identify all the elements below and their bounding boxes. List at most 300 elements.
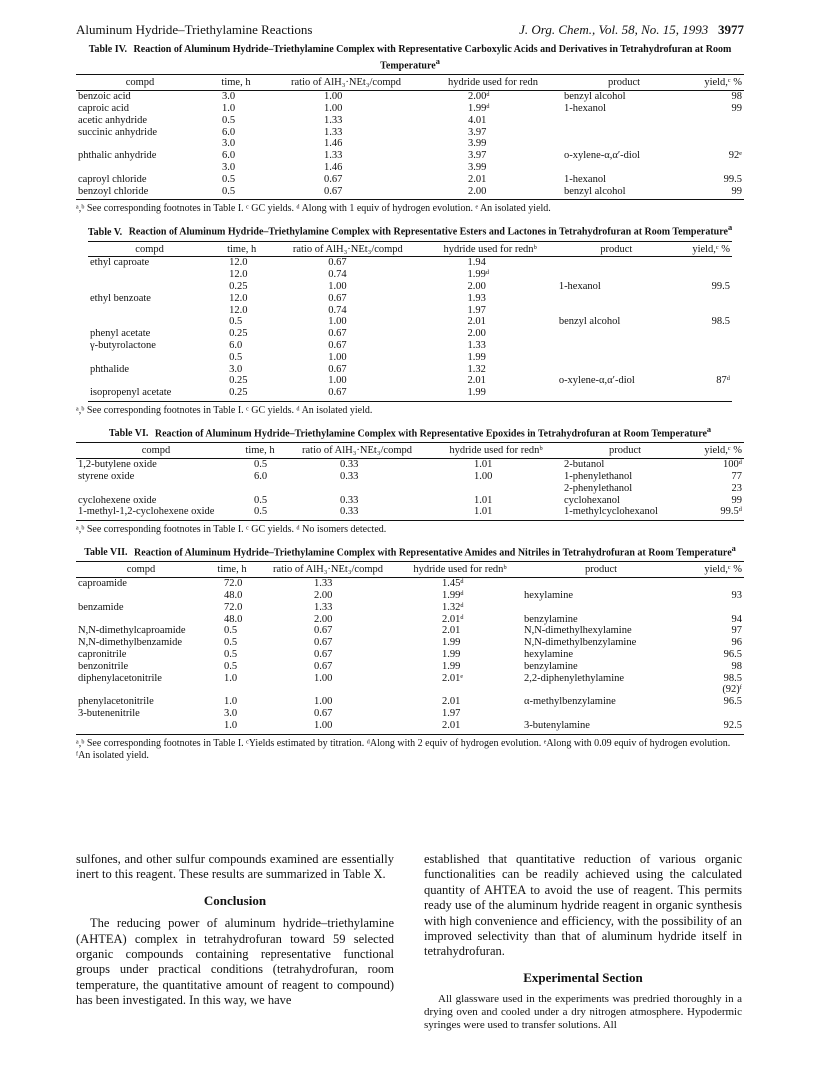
table-cell — [430, 483, 562, 495]
table-cell — [686, 138, 744, 150]
section-heading-experimental: Experimental Section — [523, 969, 643, 985]
table-cell: 12.0 — [229, 257, 248, 269]
table-cell: 1.0 — [206, 720, 258, 734]
table-cell: 96 — [731, 637, 742, 649]
table-cell: 0.67 — [314, 637, 333, 649]
table-cell: 1-phenylethanol — [564, 470, 633, 482]
table-cell — [686, 115, 744, 127]
table-cell: 1.45ᵈ — [442, 578, 464, 590]
table-cell: 0.33 — [340, 494, 359, 506]
table-row — [76, 115, 744, 127]
table6-footnote: ᵃ,ᵇ See corresponding footnotes in Table I. ᶜ GC yields. ᵈ No isomers detected. — [76, 524, 387, 536]
table-cell: 1.46 — [324, 161, 343, 173]
table-cell — [76, 590, 206, 602]
table-row — [76, 506, 744, 520]
table-row — [76, 720, 744, 734]
table-cell: 2-phenylethanol — [564, 482, 633, 494]
table-row — [76, 91, 744, 103]
table-row — [88, 328, 732, 340]
table5 — [88, 241, 732, 402]
table-row — [76, 162, 744, 174]
table-cell: 0.33 — [284, 506, 430, 520]
column-header: yield,ᶜ % — [686, 75, 744, 91]
table-cell: 1.94 — [467, 257, 486, 269]
table-row — [76, 138, 744, 150]
table-cell: phthalide — [90, 363, 130, 375]
table-cell: 93 — [731, 590, 742, 602]
table-cell: 77 — [731, 470, 742, 482]
table-cell: 0.74 — [328, 304, 347, 316]
table-row — [76, 684, 744, 696]
table-cell: 2.01 — [467, 375, 486, 387]
table-cell: benzyl alcohol — [564, 91, 626, 103]
table-cell — [562, 162, 686, 174]
table-cell: 6.0 — [229, 340, 243, 351]
table-row — [76, 637, 744, 649]
table-cell — [557, 305, 676, 317]
table-cell: 1.00 — [258, 720, 398, 734]
column-header: ratio of AlH₃·NEt₃/compd — [284, 443, 430, 459]
table-cell — [676, 305, 732, 317]
table-cell: 2.01ᵉ — [442, 672, 464, 684]
journal-citation: J. Org. Chem., Vol. 58, No. 15, 1993 3977 — [519, 22, 744, 37]
table-cell: 96.5 — [723, 649, 742, 660]
running-title: Aluminum Hydride–Triethylamine Reactions — [76, 22, 313, 37]
table4-footnote: ᵃ,ᵇ See corresponding footnotes in Table I. ᶜ GC yields. ᵈ Along with 1 equiv of hydrogen evolution. ᵉ An isolated yield. — [76, 203, 551, 215]
table-cell: 87ᵈ — [716, 375, 730, 387]
table-cell: cyclohexanol — [564, 494, 620, 506]
table-cell: 98.5 — [711, 316, 730, 328]
table-cell: 98.5 — [723, 672, 742, 684]
table-cell: benzonitrile — [78, 660, 129, 672]
table-cell: 3.0 — [222, 161, 236, 173]
column-header: product — [522, 562, 680, 578]
table-row — [76, 495, 744, 507]
table-cell: 0.74 — [328, 269, 347, 281]
table-cell — [557, 364, 676, 376]
body-paragraph: The reducing power of aluminum hydride–triethylamine (AHTEA) complex in tetrahydrofuran toward 59 selected organic compounds containing representative functional groups under practical conditions (tetrahydrofuran, room temperature, the quantitative amount of reagent to compound) has been investigated. In this way, we have — [76, 916, 394, 1008]
column-header: hydride used for redn — [424, 75, 562, 91]
table-cell: benzamide — [78, 601, 124, 613]
table-cell: 1.99ᵈ — [442, 590, 464, 602]
table-cell: 0.67 — [314, 660, 333, 672]
table-cell: 99.5 — [723, 173, 742, 185]
column-header: yield,ᶜ % — [688, 443, 744, 459]
table-cell: 1.01 — [474, 459, 493, 471]
column-header: product — [562, 75, 686, 91]
table-row — [76, 150, 744, 162]
table-cell: caproyl chloride — [78, 173, 147, 185]
table-cell: 99 — [731, 102, 742, 114]
table-cell: 97 — [731, 625, 742, 637]
table-cell — [236, 483, 284, 495]
table-cell — [76, 162, 204, 174]
table5-title: Table V. Reaction of Aluminum Hydride–Triethylamine Complex with Representative Esters and Lactones in Tetrahydrofuran at Room Temperature$^a$ — [87, 223, 733, 238]
column-header: ratio of AlH₃·NEt₃/compd — [272, 241, 423, 257]
table-cell: 2.01 — [468, 173, 487, 185]
table-cell: 0.5 — [224, 660, 238, 672]
table-cell: diphenylacetonitrile — [78, 672, 162, 684]
table-row — [88, 387, 732, 401]
table5-footnote: ᵃ,ᵇ See corresponding footnotes in Table I. ᶜ GC yields. ᵈ An isolated yield. — [76, 404, 373, 416]
table-cell: 1.00 — [474, 470, 493, 482]
table-cell: 2.01ᵈ — [442, 613, 464, 625]
table-cell: 1.32 — [467, 363, 486, 375]
table-row — [76, 471, 744, 483]
table-cell: 2.01 — [442, 696, 461, 708]
column-header: yield,ᶜ % — [676, 241, 732, 257]
table-row — [88, 364, 732, 376]
table-cell — [557, 269, 676, 281]
running-head — [76, 22, 744, 38]
table-cell: 0.33 — [340, 470, 359, 482]
table-cell: ethyl benzoate — [90, 292, 151, 304]
table-cell: (92)ᶠ — [722, 684, 742, 696]
table-cell: 1.00 — [324, 102, 343, 114]
table-cell: 99.5ᵈ — [688, 506, 744, 520]
table-row — [76, 649, 744, 661]
column-header: compd — [88, 241, 211, 257]
table-cell: caproic acid — [78, 102, 130, 114]
table-cell — [88, 269, 211, 281]
table-cell: 0.25 — [211, 387, 272, 401]
table-cell: 0.67 — [268, 186, 424, 200]
table-cell: 1.33 — [314, 578, 333, 590]
column-header: compd — [76, 443, 236, 459]
table-cell: 96.5 — [723, 696, 742, 708]
table-cell: benzoic acid — [78, 91, 131, 103]
table-cell: 6.0 — [222, 126, 236, 138]
table-cell: 1.01 — [430, 506, 562, 520]
table-cell: 3-butenenitrile — [78, 707, 140, 719]
table4-title: Table IV. Reaction of Aluminum Hydride–Triethylamine Complex with Representative Carboxylic Acids and Derivatives in Tetrahydrofuran at Room Temperature$^a$ — [88, 44, 732, 72]
table-cell: 2.00 — [314, 613, 333, 625]
table-cell: 2.00ᵈ — [468, 91, 490, 103]
table-cell: N,N-dimethylbenzamide — [78, 637, 183, 649]
table-row — [76, 625, 744, 637]
body-paragraph: All glassware used in the experiments was predried thoroughly in a drying oven and cooled under a dry nitrogen atmosphere. Hypodermic syringes were used to transfer solutions. All — [424, 993, 742, 1032]
table-cell: 72.0 — [224, 601, 243, 613]
table-cell — [522, 578, 680, 590]
table-cell — [680, 578, 744, 590]
table6 — [76, 442, 744, 521]
column-header: time, h — [206, 562, 258, 578]
table-cell: 48.0 — [224, 590, 243, 602]
table-cell: 1.33 — [324, 114, 343, 126]
table-cell: 0.67 — [314, 625, 333, 637]
table-cell: 1.97 — [467, 304, 486, 316]
table-cell: 1.00 — [328, 316, 347, 328]
column-header: time, h — [236, 443, 284, 459]
table-cell: 2.01 — [442, 625, 461, 637]
table-cell — [284, 483, 430, 495]
table-cell: 2.01 — [467, 316, 486, 328]
table-cell — [88, 316, 211, 328]
table-cell — [88, 352, 211, 364]
table-cell: 3-butenylamine — [522, 720, 680, 734]
table-cell: 2.00 — [314, 590, 333, 602]
table-row — [76, 186, 744, 200]
table-cell: 1.46 — [324, 138, 343, 150]
column-header: hydride used for rednᵇ — [430, 443, 562, 459]
table-cell: 0.5 — [229, 351, 243, 363]
table-cell: 0.5 — [229, 316, 243, 328]
column-header: product — [557, 241, 676, 257]
table-cell: phenyl acetate — [90, 328, 151, 340]
table-cell: hexylamine — [524, 590, 573, 602]
table-row — [76, 483, 744, 495]
table-cell: 0.67 — [324, 173, 343, 185]
table-header-row — [88, 241, 732, 257]
table-cell: 3.0 — [222, 91, 236, 103]
table-header-row — [76, 562, 744, 578]
table-row — [76, 174, 744, 186]
table-cell: α-methylbenzylamine — [524, 696, 616, 708]
table-cell: 2.00 — [467, 281, 486, 293]
table-cell: 3.0 — [222, 138, 236, 150]
table-cell — [562, 127, 686, 139]
table-cell: N,N-dimethylbenzylamine — [524, 637, 637, 649]
table-cell: 3.97 — [468, 126, 487, 138]
table-cell: 3.0 — [224, 707, 238, 719]
table-cell: 1.00 — [314, 696, 333, 708]
table-cell — [398, 684, 522, 696]
table-cell: benzyl alcohol — [558, 316, 621, 328]
table-cell: 1.33 — [324, 126, 343, 138]
table-row — [76, 578, 744, 590]
table-header-row — [76, 443, 744, 459]
table-cell: 12.0 — [229, 269, 248, 281]
table-cell: 0.25 — [229, 281, 248, 293]
body-paragraph: sulfones, and other sulfur compounds examined are essentially inert to this reagent. These results are summarized in Table X. — [76, 852, 394, 882]
table-cell: isopropenyl acetate — [88, 387, 211, 401]
table-cell: 1.0 — [224, 696, 238, 708]
table-cell: 0.5 — [224, 625, 238, 637]
table-cell: ethyl caproate — [90, 257, 150, 269]
table-cell: 0.25 — [229, 328, 248, 340]
table-cell: 0.5 — [254, 494, 268, 506]
table-cell: succinic anhydride — [78, 126, 158, 138]
table-cell — [76, 483, 236, 495]
column-header: ratio of AlH₃·NEt₃/compd — [268, 75, 424, 91]
table-cell: 0.5 — [224, 637, 238, 649]
column-header: time, h — [211, 241, 272, 257]
page — [76, 22, 744, 769]
table-cell — [557, 257, 676, 269]
table-cell — [676, 364, 732, 376]
table6-title: Table VI. Reaction of Aluminum Hydride–Triethylamine Complex with Representative Epoxides in Tetrahydrofuran at Room Temperature$^a$ — [108, 424, 712, 440]
table-cell: cyclohexene oxide — [78, 494, 157, 506]
table-cell: phenylacetonitrile — [78, 696, 154, 708]
table-cell: 1.99 — [467, 351, 486, 363]
column-header: ratio of AlH₃·NEt₃/compd — [258, 562, 398, 578]
table-cell: 1-hexanol — [564, 102, 606, 114]
table-cell: 98 — [731, 91, 742, 103]
table-row — [76, 661, 744, 673]
table-cell: 1.99 — [442, 649, 461, 660]
table-cell: 0.67 — [314, 707, 333, 719]
table-cell: 3.99 — [468, 138, 487, 150]
column-header: product — [562, 443, 688, 459]
table-cell: 6.0 — [222, 150, 236, 162]
table-cell: caproamide — [78, 578, 127, 590]
table-cell: 1.32ᵈ — [442, 601, 464, 613]
table-cell: 0.67 — [328, 363, 347, 375]
table-cell — [676, 352, 732, 364]
table-cell — [676, 269, 732, 281]
table-cell: 1.00 — [314, 672, 333, 684]
table-cell: 0.5 — [204, 186, 268, 200]
table-cell: 1.99 — [442, 637, 461, 649]
table-cell: 1.00 — [328, 351, 347, 363]
table-cell: 0.5 — [222, 173, 236, 185]
table-row — [76, 103, 744, 115]
table-cell — [676, 340, 732, 352]
table-cell: 1,2-butylene oxide — [78, 459, 157, 471]
table-cell — [676, 257, 732, 269]
table-cell: 1-hexanol — [564, 173, 606, 185]
table-cell: benzylamine — [524, 660, 578, 672]
table-cell: 1.33 — [467, 340, 486, 351]
table-cell — [557, 340, 676, 352]
table-cell: 0.67 — [328, 340, 347, 351]
table-cell — [76, 138, 204, 150]
table-cell: 98 — [731, 660, 742, 672]
table-cell: o-xylene-α,α′-diol — [558, 375, 635, 387]
table-cell: styrene oxide — [78, 470, 135, 482]
table-cell: 2.00 — [467, 328, 486, 340]
table-cell — [206, 684, 258, 696]
table-cell: 2.00 — [424, 186, 562, 200]
table-cell: acetic anhydride — [78, 114, 148, 126]
table-cell: 23 — [731, 482, 742, 494]
table-cell: 12.0 — [229, 292, 248, 304]
section-heading-conclusion: Conclusion — [203, 892, 267, 908]
table-cell: capronitrile — [78, 649, 127, 660]
table-cell: 0.33 — [340, 459, 359, 471]
table-cell — [680, 708, 744, 720]
table-cell — [522, 684, 680, 696]
table-cell: 0.5 — [224, 649, 238, 660]
table-cell — [76, 720, 206, 734]
table-row — [76, 614, 744, 626]
table-cell: 99 — [686, 186, 744, 200]
table-cell: o-xylene-α,α′-diol — [564, 150, 640, 162]
table-cell: 3.0 — [229, 363, 243, 375]
table-cell: hexylamine — [524, 649, 573, 660]
table-cell: 1.99 — [442, 660, 461, 672]
column-header: yield,ᶜ % — [680, 562, 744, 578]
table-cell — [562, 138, 686, 150]
table-cell: 1.99 — [423, 387, 556, 401]
table-cell: N,N-dimethylcaproamide — [78, 625, 186, 637]
table-row — [76, 602, 744, 614]
table-cell: γ-butyrolactone — [90, 340, 156, 351]
table-cell: 1.0 — [222, 102, 236, 114]
column-header: hydride used for rednᵇ — [398, 562, 522, 578]
column-header: compd — [76, 562, 206, 578]
table-cell: 0.5 — [254, 459, 268, 471]
table-header-row — [76, 75, 744, 91]
table-cell: 72.0 — [224, 578, 243, 590]
column-header: compd — [76, 75, 204, 91]
table-cell: 0.5 — [222, 114, 236, 126]
table-cell — [88, 375, 211, 387]
table-cell: 92ᵉ — [728, 150, 742, 162]
table-cell: 100ᵈ — [722, 459, 742, 471]
table-cell: 0.67 — [314, 649, 333, 660]
table-cell: 1.97 — [442, 707, 461, 719]
table-row — [76, 673, 744, 685]
table-cell: N,N-dimethylhexylamine — [524, 625, 632, 637]
left-column — [76, 852, 394, 1009]
table-row — [88, 269, 732, 281]
table-cell: 0.67 — [328, 328, 347, 340]
table-cell — [676, 293, 732, 305]
table-cell — [557, 352, 676, 364]
right-column — [424, 852, 742, 1032]
table-row — [88, 375, 732, 387]
body-paragraph: established that quantitative reduction of various organic functionalities can be readily achieved using the calculated quantity of AHTEA to avoid the use of reagent. This permits ready use of the aluminum hydride reagent in organic synthesis with high convenience and efficiency, with the possibility of an improved selectivity than that of aluminum hydride itself in tetrahydrofuran. — [424, 852, 742, 959]
table-cell: 1.01 — [474, 494, 493, 506]
table-cell: benzoyl chloride — [76, 186, 204, 200]
table-cell: 2-butanol — [564, 459, 605, 471]
table-row — [76, 708, 744, 720]
table-row — [88, 340, 732, 352]
table-cell — [676, 387, 732, 401]
table-cell: 1.33 — [314, 601, 333, 613]
table-cell: benzylamine — [524, 613, 578, 625]
table-cell: 2.01 — [398, 720, 522, 734]
table-row — [88, 293, 732, 305]
table-cell: phthalic anhydride — [78, 150, 157, 162]
table-cell: 1-hexanol — [558, 281, 601, 293]
table-row — [76, 696, 744, 708]
table7-title: Table VII. Reaction of Aluminum Hydride–Triethylamine Complex with Representative Amides and Nitriles in Tetrahydrofuran at Room Temperature$^a$ — [84, 544, 736, 559]
table7 — [76, 561, 744, 734]
table-cell: 0.5 — [236, 506, 284, 520]
table-cell: 12.0 — [229, 304, 248, 316]
table-cell — [88, 305, 211, 317]
table-cell: 1-methyl-1,2-cyclohexene oxide — [76, 506, 236, 520]
table-cell: 1.00 — [328, 281, 347, 293]
table-cell: 99.5 — [711, 281, 730, 293]
table-cell — [557, 328, 676, 340]
column-header: hydride used for rednᵇ — [423, 241, 556, 257]
table-cell — [557, 293, 676, 305]
table-row — [76, 590, 744, 602]
table-cell: 6.0 — [254, 470, 268, 482]
table-cell — [522, 602, 680, 614]
column-header: time, h — [204, 75, 268, 91]
table-cell: 0.67 — [328, 257, 347, 269]
table-cell: 0.25 — [229, 375, 248, 387]
table-row — [88, 281, 732, 293]
table-cell — [258, 684, 398, 696]
table-cell — [88, 281, 211, 293]
table-row — [88, 305, 732, 317]
table7-footnote: ᵃ,ᵇ See corresponding footnotes in Table I. ᶜYields estimated by titration. ᵈAlong with 2 equiv of hydrogen evolution. ᵉAlong with 0.09 equiv of hydrogen evolution. ᶠAn isolated yield. — [76, 737, 731, 761]
table-cell: 1.33 — [324, 150, 343, 162]
table-cell: 1.93 — [467, 292, 486, 304]
table-row — [88, 352, 732, 364]
table-cell: 99 — [731, 494, 742, 506]
table-cell: 2,2-diphenylethylamine — [524, 672, 625, 684]
table-row — [76, 459, 744, 471]
table-cell: 3.99 — [468, 161, 487, 173]
table-cell: 1.00 — [328, 375, 347, 387]
table-cell: 1.00 — [324, 91, 343, 103]
